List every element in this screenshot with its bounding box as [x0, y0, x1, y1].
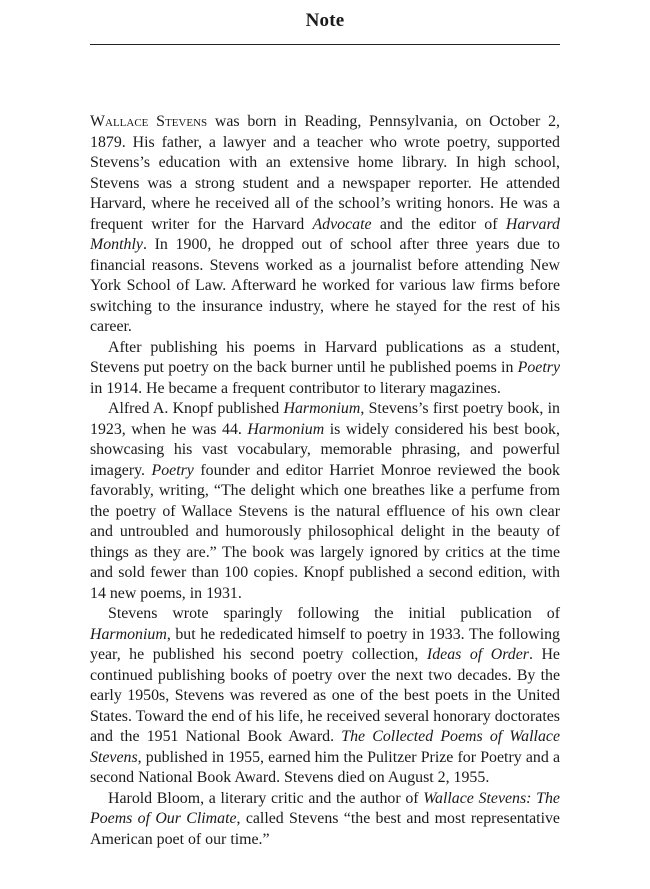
italic-title: Wallace Stevens: The Poems of Our Climate — [90, 789, 560, 827]
text-run: , called Stevens “the best and most representative American poet of our time.” — [90, 810, 560, 848]
text-run: . In 1900, he dropped out of school after three years due to financial reasons. Stevens worked as a journalist before attending New York School of Law. Afterward he worked for various law firms before switching to the insurance industry, where he stayed for the rest of his career. — [90, 236, 560, 335]
italic-title: Advocate — [312, 215, 372, 233]
italic-title: Harmonium — [90, 625, 167, 643]
paragraph-3 — [90, 399, 560, 604]
text-run: is widely considered his best book, showcasing his vast vocabulary, memorable phrasing, and powerful imagery. — [90, 420, 560, 479]
text-run: After publishing his poems in Harvard publications as a student, Stevens put poetry on the back burner until he published poems in — [90, 338, 560, 376]
italic-title: Poetry — [517, 359, 560, 376]
italic-title: Ideas of Order — [426, 646, 529, 663]
text-run: Alfred A. Knopf published — [108, 400, 284, 417]
text-run: . He continued publishing books of poetry over the next two decades. By the early 1950s, Stevens was revered as one of the best poets in the United States. Toward the end of his life, he received several honorary doctorates and the 1951 National Book Award. — [90, 646, 560, 745]
text-run: founder and editor Harriet Monroe reviewed the book favorably, writing, “The delight which one breathes like a perfume from the poetry of Wallace Stevens is the natural effluence of his own clear and untroubled and humorously philosophical delight in the beauty of things as they are.” The book was largely ignored by critics at the time and sold fewer than 100 copies. Knopf published a second edition, with 14 new poems, in 1931. — [90, 461, 560, 602]
italic-title: The Collected Poems of Wallace Stevens — [90, 728, 560, 766]
paragraph-2 — [90, 338, 560, 400]
lead-in-name: Wallace Stevens — [90, 113, 208, 130]
text-run: , published in 1955, earned him the Pulitzer Prize for Poetry and a second National Book Award. Stevens died on August 2, 1955. — [90, 748, 560, 786]
paragraph-5 — [90, 789, 560, 851]
text-run: was born in Reading, Pennsylvania, on October 2, 1879. His father, a lawyer and a teacher who wrote poetry, supported Stevens’s education with an extensive home library. In high school, Stevens was a strong student and a newspaper reporter. He attended Harvard, where he received all of the school’s writing honors. He was a frequent writer for the Harvard — [90, 113, 560, 233]
text-run: and the editor of — [371, 215, 506, 233]
italic-title: Harmonium — [247, 420, 325, 438]
text-run: , Stevens’s first poetry book, in 1923, when he was 44. — [90, 400, 560, 438]
paragraph-4 — [90, 604, 560, 789]
text-run: Harold Bloom, a literary critic and the author of — [108, 789, 424, 807]
note-body — [90, 112, 560, 850]
text-run: , but he rededicated himself to poetry in 1933. The following year, he published his second poetry collection, — [90, 625, 560, 663]
text-run: in 1914. He became a frequent contributor to literary magazines. — [90, 379, 501, 397]
paragraph-1 — [90, 112, 560, 338]
page-title: Note — [305, 10, 345, 31]
text-run: Stevens wrote sparingly following the initial publication of — [108, 605, 560, 622]
page-header — [90, 0, 560, 45]
italic-title: Harmonium — [283, 400, 361, 417]
italic-title: Harvard Monthly — [90, 215, 560, 253]
italic-title: Poetry — [151, 461, 194, 479]
